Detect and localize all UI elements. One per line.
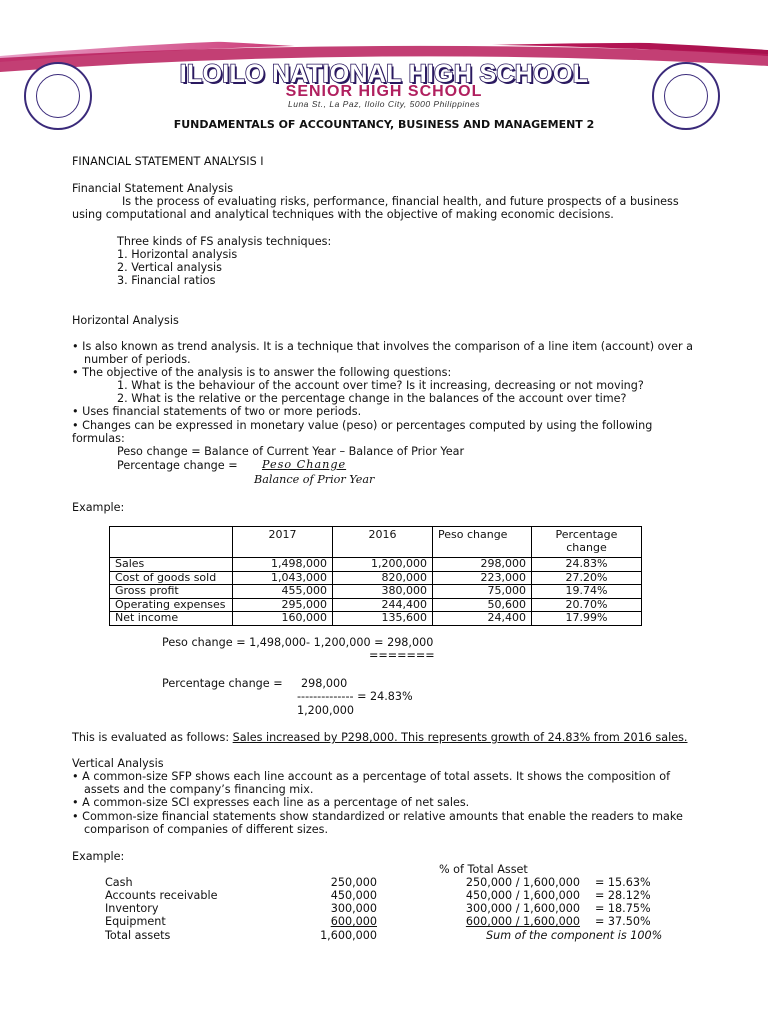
table-header-cell: 2017 bbox=[233, 527, 333, 558]
formula-numerator: Peso Change bbox=[262, 458, 347, 471]
table-header-cell: Percentage change bbox=[532, 527, 642, 558]
peso-change-double-rule: ======= bbox=[369, 649, 435, 662]
percentage-calc-label: Percentage change = bbox=[162, 677, 283, 690]
table-row bbox=[110, 585, 642, 599]
table-header-cell bbox=[110, 527, 233, 558]
total-assets-note: Sum of the component is 100% bbox=[486, 929, 663, 942]
table-cell: Operating expenses bbox=[110, 598, 233, 612]
peso-change-calc: Peso change = 1,498,000- 1,200,000 = 298,000 bbox=[162, 636, 434, 649]
kinds-item: 3. Financial ratios bbox=[117, 274, 216, 287]
letterhead bbox=[0, 0, 768, 118]
table-cell: 160,000 bbox=[233, 612, 333, 626]
table-cell: 135,600 bbox=[333, 612, 433, 626]
table-cell: 24,400 bbox=[433, 612, 532, 626]
table-cell: 380,000 bbox=[333, 585, 433, 599]
table-cell: 1,043,000 bbox=[233, 571, 333, 585]
horizontal-bullet-cont: number of periods. bbox=[84, 353, 191, 366]
percentage-calc-numerator: 298,000 bbox=[301, 677, 348, 690]
total-assets-label: Total assets bbox=[105, 929, 171, 942]
evaluation-text: Sales increased by P298,000. This represents growth of 24.83% from 2016 sales. bbox=[232, 731, 688, 744]
asset-calc: 250,000 / 1,600,000 bbox=[465, 876, 580, 889]
question-item: 2. What is the relative or the percentage change in the balances of the account over time? bbox=[117, 392, 627, 405]
table-cell: Sales bbox=[110, 558, 233, 572]
table-cell: 24.83% bbox=[532, 558, 642, 572]
table-row bbox=[110, 571, 642, 585]
percentage-formula-label: Percentage change = bbox=[117, 459, 238, 472]
table-cell: 17.99% bbox=[532, 612, 642, 626]
school-subtitle: SENIOR HIGH SCHOOL bbox=[285, 83, 483, 100]
asset-amount: 250,000 bbox=[330, 876, 377, 889]
vertical-bullet: • A common-size SFP shows each line account as a percentage of total assets. It shows the composition of bbox=[72, 770, 671, 783]
evaluation-line bbox=[72, 731, 687, 744]
kinds-item: 1. Horizontal analysis bbox=[117, 248, 238, 261]
asset-percent: = 37.50% bbox=[595, 915, 651, 928]
kinds-item: 2. Vertical analysis bbox=[117, 261, 222, 274]
horizontal-bullet: • The objective of the analysis is to answer the following questions: bbox=[72, 366, 452, 379]
table-row bbox=[110, 558, 642, 572]
asset-name: Equipment bbox=[105, 915, 166, 928]
table-cell: 298,000 bbox=[433, 558, 532, 572]
table-cell: Gross profit bbox=[110, 585, 233, 599]
section-title: FINANCIAL STATEMENT ANALYSIS I bbox=[72, 155, 264, 168]
table-cell: 1,200,000 bbox=[333, 558, 433, 572]
horizontal-bullet: • Uses financial statements of two or more periods. bbox=[72, 405, 362, 418]
question-item: 1. What is the behaviour of the account over time? Is it increasing, decreasing or not moving? bbox=[117, 379, 644, 392]
horizontal-bullet: • Changes can be expressed in monetary value (peso) or percentages computed by using the following bbox=[72, 419, 653, 432]
asset-amount: 450,000 bbox=[330, 889, 377, 902]
asset-percent: = 28.12% bbox=[595, 889, 651, 902]
table-cell: 75,000 bbox=[433, 585, 532, 599]
fsa-definition-line2: using computational and analytical techniques with the objective of making economic decisions. bbox=[72, 208, 614, 221]
formula-denominator: Balance of Prior Year bbox=[254, 473, 375, 486]
asset-percent: = 15.63% bbox=[595, 876, 651, 889]
table-header-cell: Peso change bbox=[433, 527, 532, 558]
asset-amount: 600,000 bbox=[330, 915, 377, 928]
table-cell: 223,000 bbox=[433, 571, 532, 585]
asset-name: Inventory bbox=[105, 902, 159, 915]
vertical-bullet: • A common-size SCI expresses each line as a percentage of net sales. bbox=[72, 796, 470, 809]
asset-calc: 450,000 / 1,600,000 bbox=[465, 889, 580, 902]
asset-calc: 600,000 / 1,600,000 bbox=[465, 915, 580, 928]
table-cell: 820,000 bbox=[333, 571, 433, 585]
vertical-bullet-cont: assets and the company’s financing mix. bbox=[84, 783, 314, 796]
peso-change-formula: Peso change = Balance of Current Year – Balance of Prior Year bbox=[117, 445, 465, 458]
school-name: ILOILO NATIONAL HIGH SCHOOL bbox=[179, 60, 589, 88]
percentage-calc-denominator: 1,200,000 bbox=[297, 704, 354, 717]
total-assets-amount: 1,600,000 bbox=[320, 929, 377, 942]
fsa-definition-line1: Is the process of evaluating risks, performance, financial health, and future prospects of a business bbox=[122, 195, 679, 208]
asset-calc: 300,000 / 1,600,000 bbox=[465, 902, 580, 915]
asset-percent: = 18.75% bbox=[595, 902, 651, 915]
kinds-intro: Three kinds of FS analysis techniques: bbox=[117, 235, 332, 248]
table-cell: 244,400 bbox=[333, 598, 433, 612]
table-header-cell: 2016 bbox=[333, 527, 433, 558]
table-cell: 19.74% bbox=[532, 585, 642, 599]
table-cell: Net income bbox=[110, 612, 233, 626]
horizontal-analysis-table bbox=[109, 526, 642, 626]
table-cell: 295,000 bbox=[233, 598, 333, 612]
fsa-heading: Financial Statement Analysis bbox=[72, 182, 234, 195]
asset-amount: 300,000 bbox=[330, 902, 377, 915]
percentage-calc-result: -------------- = 24.83% bbox=[297, 690, 413, 703]
vertical-bullet: • Common-size financial statements show standardized or relative amounts that enable the readers to make bbox=[72, 810, 683, 823]
school-address: Luna St., La Paz, Iloilo City, 5000 Philippines bbox=[287, 99, 481, 109]
example-label-2: Example: bbox=[72, 850, 125, 863]
table-row bbox=[110, 612, 642, 626]
horizontal-bullet-cont: formulas: bbox=[72, 432, 125, 445]
horizontal-bullet: • Is also known as trend analysis. It is a technique that involves the comparison of a line item (account) over a bbox=[72, 340, 694, 353]
table-cell: 27.20% bbox=[532, 571, 642, 585]
evaluation-prefix: This is evaluated as follows: bbox=[72, 731, 233, 744]
horizontal-heading: Horizontal Analysis bbox=[72, 314, 179, 327]
example-label: Example: bbox=[72, 501, 125, 514]
asset-name: Cash bbox=[105, 876, 133, 889]
table-cell: 1,498,000 bbox=[233, 558, 333, 572]
table-cell: 455,000 bbox=[233, 585, 333, 599]
vertical-bullet-cont: comparison of companies of different sizes. bbox=[84, 823, 329, 836]
asset-name: Accounts receivable bbox=[105, 889, 218, 902]
table-cell: 20.70% bbox=[532, 598, 642, 612]
table-cell: Cost of goods sold bbox=[110, 571, 233, 585]
vertical-heading: Vertical Analysis bbox=[72, 757, 164, 770]
table-row bbox=[110, 598, 642, 612]
table-cell: 50,600 bbox=[433, 598, 532, 612]
percent-total-header: % of Total Asset bbox=[439, 863, 528, 876]
document-title: FUNDAMENTALS OF ACCOUNTANCY, BUSINESS AND MANAGEMENT 2 bbox=[173, 118, 595, 131]
table-header-row bbox=[110, 527, 642, 558]
